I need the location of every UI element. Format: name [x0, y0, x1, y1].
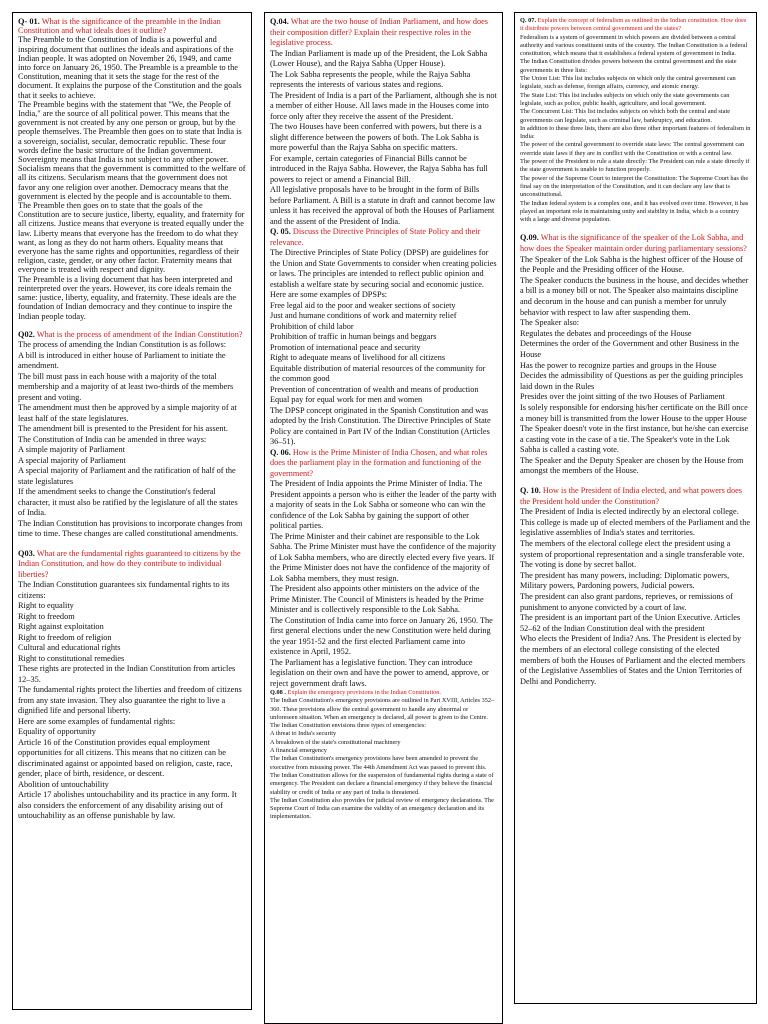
- question-heading-q6: [270, 448, 497, 480]
- paragraph: The amendment bill is presented to the President for his assent.: [18, 424, 228, 434]
- paragraph: The voting is done by secret ballot.: [520, 560, 637, 570]
- question-number: Q. 06.: [270, 447, 291, 457]
- list-item: Abolition of untouchability: [18, 779, 109, 789]
- list-item: Prohibition of traffic in human beings and beggars: [270, 332, 437, 341]
- paragraph: The Preamble is a living document that has been interpreted and reinterpreted over the years. However, its core ideals remain the same: justice, liberty, equality, and fraternity. These ideals are the foundation of Indian democracy and they continue to inspire the Indian people today.: [18, 274, 237, 321]
- list-item: Free legal aid to the poor and weaker sections of society: [270, 300, 456, 310]
- question-number: Q. 07.: [520, 17, 537, 24]
- question-heading-q10: [520, 486, 751, 507]
- paragraph: The amendment must then be approved by a simple majority of at least half of the state legislatures.: [18, 403, 237, 423]
- answer-q3: [18, 580, 246, 822]
- question-number: Q. 10.: [520, 486, 541, 496]
- question-text: What is the significance of the preamble in the Indian Constitution and what ideals does it outline?: [18, 17, 221, 36]
- paragraph: The Indian Constitution also provides for judicial review of emergency declarations. The Supreme Court of India can examine the validity of an emergency declaration and its implementation.: [270, 796, 494, 821]
- paragraph: The President of India appoints the Prime Minister of India. The President appoints a person who is either the leader of the party with a majority of seats in the Lok Sabha or someone who can win the confidence of the Lok Sabha by gaining the support of other political parties.: [270, 479, 497, 530]
- list-item: Right to equality: [18, 601, 74, 611]
- paragraph: The Prime Minister and their cabinet are responsible to the Lok Sabha. The Prime Minister must have the confidence of the majority of Lok Sabha members, who are directly elected every five years. If the Prime Minister does not have the confidence of the majority of Lok Sabha members, they must resign.: [270, 531, 496, 583]
- paragraph: If the amendment seeks to change the Constitution's federal character, it must also be ratified by the legislature of all the states of India.: [18, 487, 238, 518]
- paragraph: The Speaker also:: [520, 318, 580, 328]
- paragraph: The fundamental rights protect the liberties and freedom of citizens from any state invasion. They also guarantee the right to live a dignified life and personal liberty.: [18, 685, 242, 716]
- question-text: How is the Prime Minister of India Chosen, and what roles does the parliament play in the formation and functioning of the government?: [270, 447, 488, 478]
- list-item: Equality of opportunity: [18, 727, 96, 737]
- paragraph: The DPSP concept originated in the Spanish Constitution and was adopted by the Irish Constitution. The Directive Principles of State Policy are contained in Part IV of the Indian Constitution (Articles 36–51).: [270, 405, 491, 446]
- answer-q10: [520, 507, 751, 687]
- paragraph: The Indian Constitution allows for the suspension of fundamental rights during a state of emergency. The President can declare a financial emergency if they believe the financial stability or credit of India or any part of India is threatened.: [270, 771, 494, 796]
- answer-q4: [270, 49, 497, 228]
- list-item: The Concurrent List: This list includes subjects on which both the central and state governments can legislate, such as criminal law, bankruptcy, and education.: [520, 108, 731, 124]
- list-item: The power of the Supreme Court to interpret the Constitution: The Supreme Court has the final say on the interpretation of the Constitution, and it can declare any law that is unconstitutional.: [520, 174, 749, 199]
- column-left: [12, 12, 252, 1010]
- paragraph: The Indian Parliament is made up of the President, the Lok Sabha (Lower House), and the Rajya Sabha (Upper House).: [270, 48, 488, 68]
- paragraph: The Indian federal system is a complex one, and it has evolved over time. However, it has played an important role in maintaining unity and stability in India, which is a country with a large and diverse population.: [520, 199, 749, 224]
- list-item: Promotion of international peace and security: [270, 342, 421, 352]
- list-item: Cultural and educational rights: [18, 643, 121, 653]
- question-number: Q.09.: [520, 233, 539, 243]
- list-item: A breakdown of the state's constitutional machinery: [270, 738, 401, 746]
- paragraph: The Speaker conducts the business in the house, and decides whether a bill is a money bill or not. The Speaker also maintains discipline and decorum in the house and can punish a member for unruly behavior with respect to law after suspending them.: [520, 275, 749, 317]
- paragraph: The Speaker of the Lok Sabha is the highest officer of the House of the People and the Presiding officer of the House.: [520, 254, 743, 275]
- paragraph: The Lok Sabha represents the people, while the Rajya Sabha represents the interests of various states and regions.: [270, 69, 471, 89]
- list-item: Equal pay for equal work for men and women: [270, 395, 423, 404]
- answer-q5: [270, 248, 497, 448]
- paragraph: The Indian Constitution has provisions to incorporate changes from time to time. These changes are called constitutional amendments.: [18, 518, 243, 539]
- paragraph: The Constitution of India came into force on January 26, 1950. The first general elections under the new Constitution were held during the year 1951-52 and the first elected Parliament came into existence in April, 1952.: [270, 615, 493, 656]
- list-item: The State List: This list includes subjects on which only the state governments can legislate, such as police, public health, agriculture, and local government.: [520, 91, 730, 107]
- paragraph: The process of amending the Indian Constitution is as follows:: [18, 340, 227, 350]
- list-item: Decides the admissibility of Questions as per the guiding principles laid down in the Rules: [520, 371, 743, 391]
- question-number: Q.04.: [270, 17, 289, 26]
- list-item: The power of the central government to override state laws: The central government can override state laws if they are in conflict with the Constitution or with a central law.: [520, 141, 745, 157]
- answer-q6: [270, 479, 497, 689]
- paragraph: The bill must pass in each house with a majority of the total membership and a majority of at least two-thirds of the members present and voting.: [18, 371, 234, 402]
- list-item: A financial emergency: [270, 747, 327, 755]
- paragraph: The Preamble begins with the statement that "We, the People of India," are the source of all political power. This means that the government is not created by any one person or group, but by the people themselves. The Preamble then goes on to state that India is a sovereign, socialist, secular, democratic republic. These four words define the basic structure of the Indian government.: [18, 99, 242, 155]
- list-item: A special majority of Parliament and the ratification of half of the state legislatures: [18, 466, 236, 486]
- question-text: What are the fundamental rights guaranteed to citizens by the Indian Constitution, and how do they contribute to individual liberties?: [18, 548, 241, 579]
- question-heading-q4: [270, 17, 497, 49]
- question-heading-q2: [18, 330, 246, 341]
- paragraph: The president has many powers, including: Diplomatic powers, Military powers, Pardoning powers, Judicial powers.: [520, 570, 730, 591]
- question-text: How is the President of India elected, and what powers does the President hold under the Constitution?: [520, 486, 743, 506]
- list-item: Right to adequate means of livelihood for all citizens: [270, 353, 446, 362]
- question-number: Q- 01.: [18, 17, 40, 26]
- list-item: A simple majority of Parliament: [18, 445, 125, 455]
- paragraph: The President of India is elected indirectly by an electoral college.: [520, 507, 739, 517]
- question-text: What is the process of amendment of the Indian Constitution?: [36, 329, 243, 339]
- paragraph: Federalism is a system of government in which powers are divided between a central authority and various constituent units of the country. The Indian Constitution is a federal constitution, which means that it establishes a federal system of government in India.: [520, 33, 748, 58]
- question-text: Explain the concept of federalism as outlined in the Indian constitution. How does it distribute powers between central government and the states?: [520, 17, 747, 33]
- question-heading-q3: [18, 549, 246, 581]
- list-item: Is solely responsible for endorsing his/her certificate on the Bill once a money bill is transmitted from the lower House to the upper House: [520, 402, 748, 423]
- answer-q7: [520, 34, 751, 225]
- list-item: Has the power to recognize parties and groups in the House: [520, 360, 717, 370]
- question-number: Q.08 .: [270, 689, 286, 696]
- question-heading-q5: [270, 227, 497, 248]
- paragraph: The Preamble to the Constitution of India is a powerful and inspiring document that outlines the ideals and aspirations of the Indian people. It was adopted on November 26, 1949, and came into force on January 26, 1950. The Preamble is a preamble to the Constitution, meaning that it sets the stage for the rest of the document. It explains the purpose of the Constitution and the goals that it seeks to achieve.: [18, 35, 242, 100]
- column-right: [514, 12, 757, 1004]
- paragraph: Article 16 of the Constitution provides equal employment opportunities for all citizens. This means that no citizen can be discriminated against or appointed based on religion, caste, race, gender, place of birth, residence, or descent.: [18, 737, 233, 779]
- paragraph: Who elects the President of India? Ans. The President is elected by the members of an electoral college consisting of the elected members of both the Houses of Parliament and the elected members of the Legislative Assemblies of States and the Union Territories of Delhi and Pondicherry.: [520, 634, 745, 686]
- paragraph: The Indian Constitution divides powers between the central government and the state governments in three lists:: [520, 58, 737, 74]
- list-item: Regulates the debates and proceedings of the House: [520, 328, 692, 338]
- list-item: Right against exploitation: [18, 622, 104, 632]
- paragraph: For example, certain categories of Financial Bills cannot be introduced in the Rajya Sabha. However, the Rajya Sabha has full powers to reject or amend a Financial Bill.: [270, 153, 488, 184]
- paragraph: The two Houses have been conferred with powers, but there is a slight difference between the powers of both. The Lok Sabha is more powerful than the Rajya Sabha on specific matters.: [270, 122, 482, 152]
- paragraph: The Speaker and the Deputy Speaker are chosen by the House from amongst the members of the House.: [520, 455, 744, 476]
- list-item: Presides over the joint sitting of the two Houses of Parliament: [520, 392, 725, 402]
- paragraph: The members of the electoral college elect the president using a system of proportional representation and a single transferable vote.: [520, 539, 745, 559]
- answer-q2: [18, 340, 246, 540]
- answer-q9: [520, 255, 751, 477]
- list-item: A threat to India's security: [270, 730, 337, 738]
- list-item: A special majority of Parliament: [18, 455, 126, 465]
- question-text: What is the significance of the speaker of the Lok Sabha, and how does the Speaker maintain order during parliamentary sessions?: [520, 233, 747, 254]
- paragraph: The president can also grant pardons, reprieves, or remissions of punishment to anyone convicted by a court of law.: [520, 592, 733, 612]
- list-item: Right to freedom of religion: [18, 632, 112, 642]
- question-heading-q7: [520, 17, 751, 34]
- paragraph: The President of India is a part of the Parliament, although she is not a member of either House. All laws made in the Houses come into force only after they receive the assent of the President.: [270, 90, 497, 121]
- paragraph: This college is made up of elected members of the Parliament and the legislative assemblies of India's states and territories.: [520, 517, 751, 538]
- paragraph: The Speaker doesn't vote in the first instance, but he/she can exercise a casting vote in the case of a tie. The Speaker's vote in the Lok Sabha is called a casting vote.: [520, 424, 749, 455]
- list-item: Right to freedom: [18, 611, 75, 621]
- list-item: Prevention of concentration of wealth and means of production: [270, 384, 479, 394]
- paragraph: The Preamble then goes on to state that the goals of the Constitution are to secure justice, liberty, equality, and fraternity for all citizens. Justice means that everyone is treated equally under the law. Liberty means that everyone has the freedom to do what they want, as long as they do not harm others. Equality means that everyone has the same rights and opportunities, regardless of their religion, caste, gender, or any other factor. Fraternity means that everyone is treated with respect and dignity.: [18, 201, 245, 275]
- answer-q1: [18, 35, 246, 320]
- paragraph: Sovereignty means that India is not subject to any other power. Socialism means that the government is committed to the welfare of all its citizens. Secularism means that the government does not favor any one religion over another. Democracy means that the government is elected by the people and is accountable to them.: [18, 155, 246, 201]
- paragraph: The Directive Principles of State Policy (DPSP) are guidelines for the Union and State Governments to consider when creating policies or laws. The principles are intended to reflect public opinion and establish a welfare state by securing social and economic justice.: [270, 248, 497, 289]
- list-item: Right to constitutional remedies: [18, 653, 125, 663]
- answer-q8: [270, 697, 497, 821]
- list-item: Equitable distribution of material resources of the community for the common good: [270, 363, 486, 383]
- list-item: Prohibition of child labor: [270, 321, 354, 331]
- paragraph: The Parliament has a legislative function. They can introduce legislation on their own and have the power to amend, approve, or reject government draft laws.: [270, 657, 489, 688]
- question-number: Q03.: [18, 548, 35, 558]
- paragraph: A bill is introduced in either house of Parliament to initiate the amendment.: [18, 350, 226, 371]
- list-item: The Union List: This list includes subjects on which only the central government can legislate, such as defense, foreign affairs, currency, and atomic energy.: [520, 75, 736, 91]
- paragraph: The President also appoints other ministers on the advice of the Prime Minister. The Council of Ministers is headed by the Prime Minister and is collectively responsible to the Lok Sabha.: [270, 584, 484, 614]
- paragraph: All legislative proposals have to be brought in the form of Bills before Parliament. A Bill is a statute in draft and cannot become law unless it has received the approval of both the Houses of Parliament and the assent of the President of India.: [270, 185, 496, 226]
- paragraph: Here are some examples of fundamental rights:: [18, 716, 176, 726]
- paragraph: The Indian Constitution guarantees six fundamental rights to its citizens:: [18, 580, 230, 600]
- list-item: The power of the President to rule a state directly: The President can rule a state directly if the state government is unable to function properly.: [520, 158, 750, 174]
- question-text: Discuss the Directive Principles of State Policy and their relevance.: [270, 227, 481, 247]
- paragraph: Here are some examples of DPSPs:: [270, 290, 388, 299]
- paragraph: In addition to these three lists, there are also three other important features of federalism in India:: [520, 124, 751, 141]
- question-heading-q8: [270, 689, 497, 697]
- question-text: What are the two house of Indian Parliament, and how does their composition differ? Explain their respective roles in the legislative process.: [270, 17, 488, 47]
- column-middle: [264, 12, 503, 1024]
- question-number: Q02.: [18, 329, 35, 339]
- paragraph: The Constitution of India can be amended in three ways:: [18, 434, 207, 444]
- question-number: Q. 05.: [270, 227, 291, 236]
- list-item: Determines the order of the Government and other Business in the House: [520, 339, 740, 359]
- paragraph: The Indian Constitution's emergency provisions are outlined in Part XVIII, Articles 352–360. These provisions allow the central government to handle any abnormal or unforeseen situation. When an emergency is declared, all power is given to the Centre.: [270, 697, 495, 721]
- paragraph: These rights are protected in the Indian Constitution from articles 12–35.: [18, 664, 236, 684]
- paragraph: The Indian Constitution's emergency provisions have been amended to prevent the executive from misusing power. The 44th Amendment Act was passed to prevent this.: [270, 755, 487, 771]
- paragraph: The Indian Constitution envisions three types of emergencies:: [270, 722, 427, 730]
- list-item: Just and humane conditions of work and maternity relief: [270, 311, 457, 320]
- question-heading-q1: [18, 17, 246, 35]
- question-heading-q9: [520, 233, 751, 254]
- question-text: Explain the emergency provisions in the Indian Constitution.: [287, 689, 441, 696]
- paragraph: The president is an important part of the Union Executive. Articles 52–62 of the Indian Constitution deal with the president: [520, 613, 741, 633]
- paragraph: Article 17 abolishes untouchability and its practice in any form. It also considers the enforcement of any disability arising out of untouchability as an offense punishable by law.: [18, 790, 237, 821]
